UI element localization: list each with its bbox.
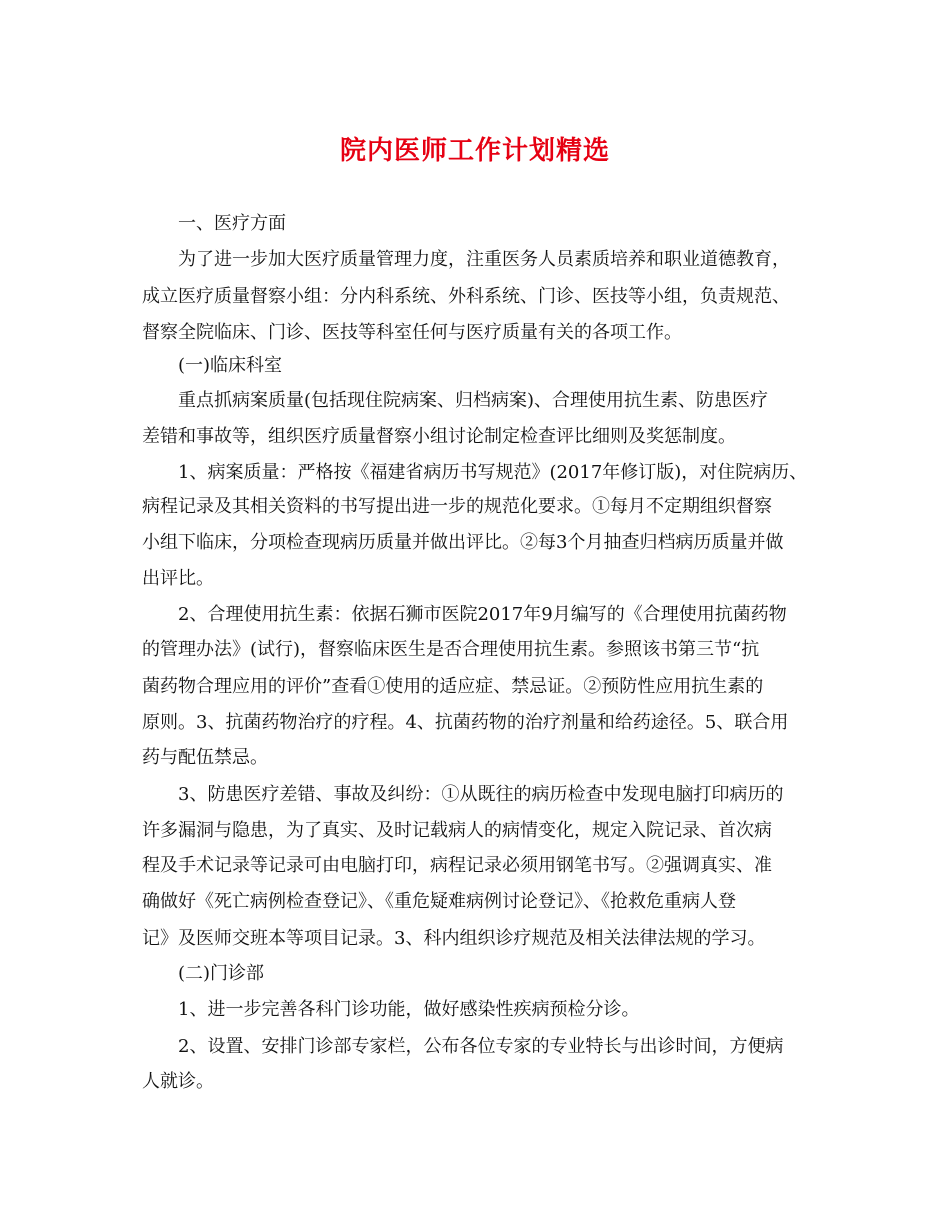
paragraph-line: 1、进一步完善各科门诊功能，做好感染性疾病预检分诊。	[178, 999, 640, 1020]
paragraph-line: 药与配伍禁忌。	[142, 747, 268, 768]
paragraph-line: 成立医疗质量督察小组：分内科系统、外科系统、门诊、医技等小组，负责规范、	[142, 286, 790, 307]
paragraph-line: 原则。3、抗菌药物治疗的疗程。4、抗菌药物的治疗剂量和给药途径。5、联合用	[142, 712, 789, 733]
paragraph-line: 1、病案质量：严格按《福建省病历书写规范》(2017年修订版)，对住院病历、	[178, 462, 808, 483]
document-title: 院内医师工作计划精选	[339, 136, 610, 166]
paragraph-line: 2、设置、安排门诊部专家栏，公布各位专家的专业特长与出诊时间，方便病	[178, 1036, 784, 1057]
paragraph-line: 许多漏洞与隐患，为了真实、及时记载病人的病情变化，规定入院记录、首次病	[142, 820, 772, 841]
paragraph-line: 确做好《死亡病例检查登记》、《重危疑难病例讨论登记》、《抢救危重病人登	[142, 891, 736, 912]
section-heading-medical: 一、医疗方面	[178, 213, 286, 234]
paragraph-line: 为了进一步加大医疗质量管理力度，注重医务人员素质培养和职业道德教育，	[178, 249, 790, 270]
paragraph-line: 重点抓病案质量(包括现住院病案、归档病案)、合理使用抗生素、防患医疗	[178, 390, 769, 411]
paragraph-line: 小组下临床，分项检查现病历质量并做出评比。②每3个月抽查归档病历质量并做	[142, 532, 784, 553]
paragraph-line: 记》及医师交班本等项目记录。3、科内组织诊疗规范及相关法律法规的学习。	[142, 928, 766, 949]
paragraph-line: 的管理办法》(试行)，督察临床医生是否合理使用抗生素。参照该书第三节“抗	[142, 639, 760, 660]
paragraph-line: 2、合理使用抗生素：依据石狮市医院2017年9月编写的《合理使用抗菌药物	[178, 604, 787, 625]
subsection-heading-clinical: (一)临床科室	[178, 355, 283, 376]
paragraph-line: 菌药物合理应用的评价”查看①使用的适应症、禁忌证。②预防性应用抗生素的	[142, 676, 764, 697]
subsection-heading-outpatient: (二)门诊部	[178, 963, 265, 984]
paragraph-line: 病程记录及其相关资料的书写提出进一步的规范化要求。①每月不定期组织督察	[142, 496, 772, 517]
paragraph-line: 差错和事故等，组织医疗质量督察小组讨论制定检查评比细则及奖惩制度。	[142, 426, 736, 447]
paragraph-line: 3、防患医疗差错、事故及纠纷：①从既往的病历检查中发现电脑打印病历的	[178, 784, 784, 805]
paragraph-line: 督察全院临床、门诊、医技等科室任何与医疗质量有关的各项工作。	[142, 322, 682, 343]
paragraph-line: 出评比。	[142, 568, 214, 589]
paragraph-line: 程及手术记录等记录可由电脑打印，病程记录必须用钢笔书写。②强调真实、准	[142, 855, 772, 876]
paragraph-line: 人就诊。	[142, 1071, 214, 1092]
